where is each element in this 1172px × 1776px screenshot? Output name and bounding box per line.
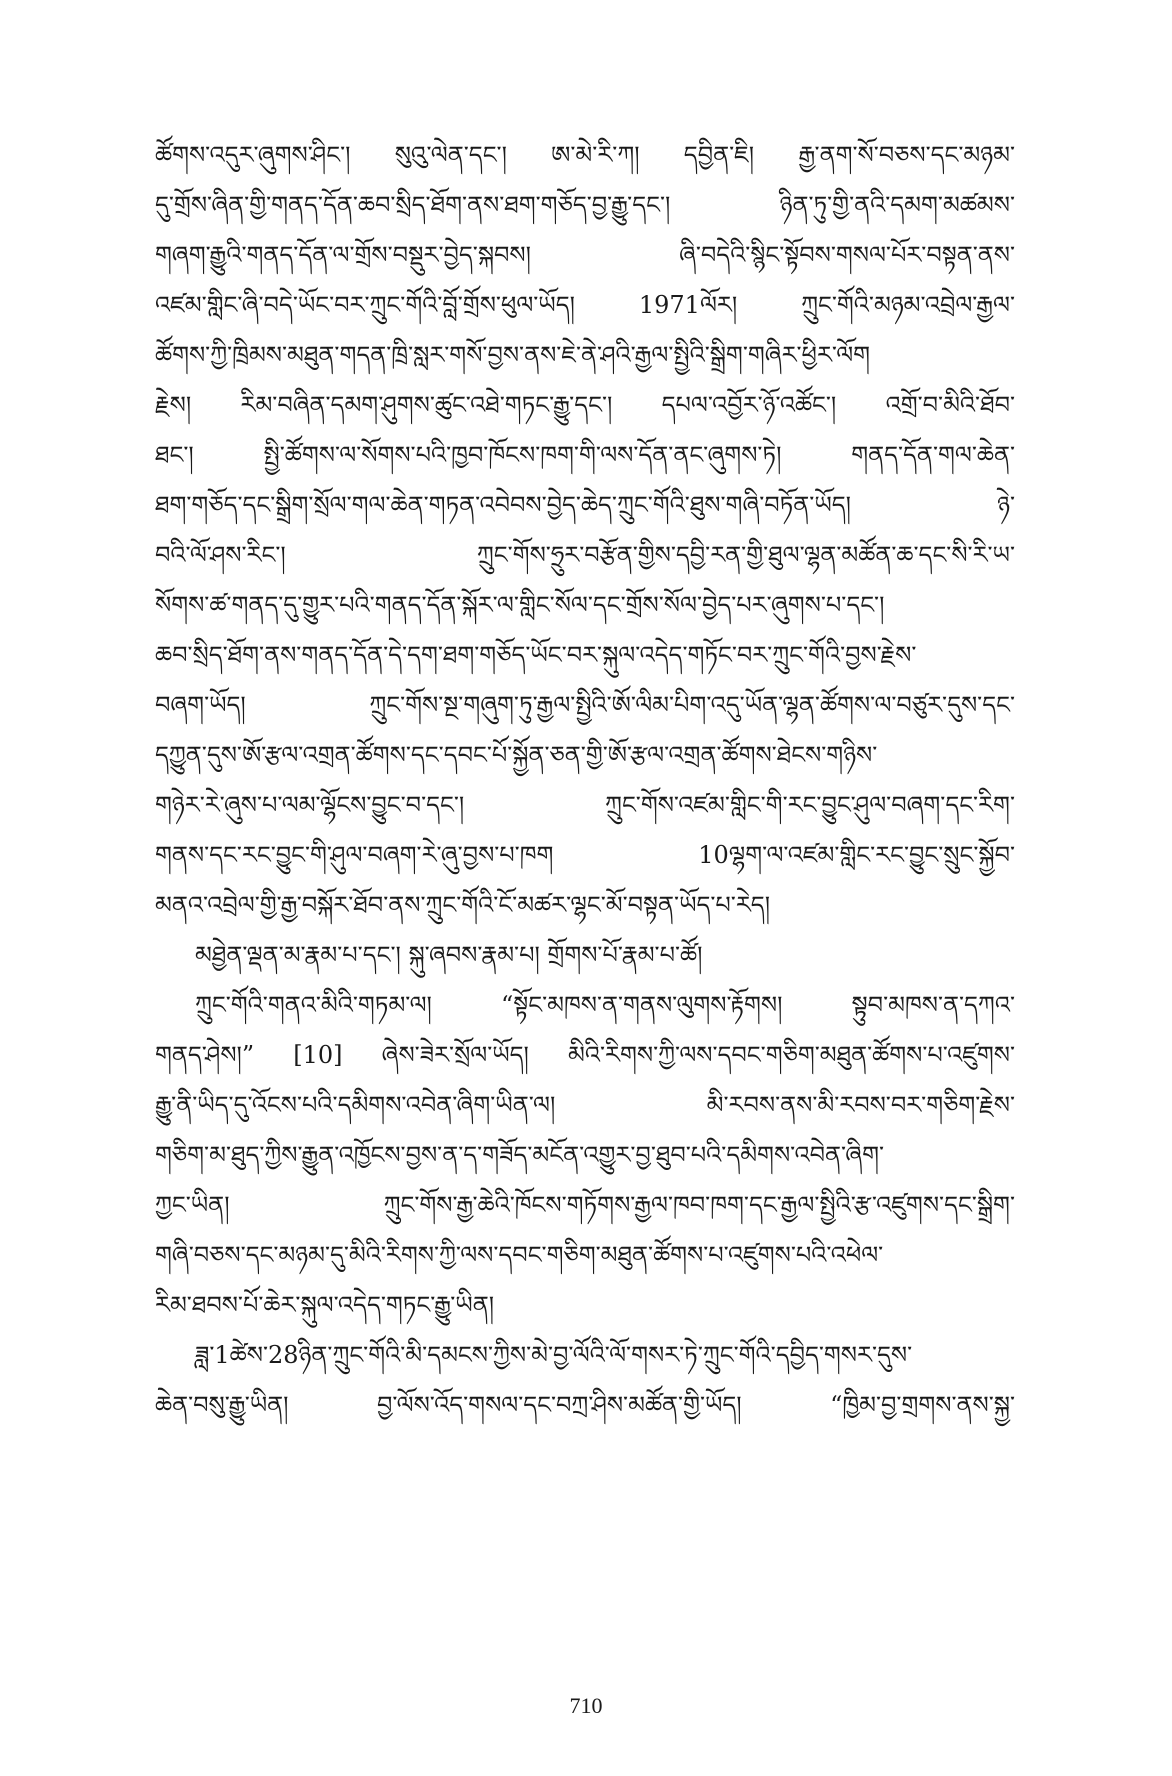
text-line: ཐག་གཅོད་དང་སྒྲིག་སྲོལ་གལ་ཆེན་གཏན་འབེབས་བྱེད་ཆེད་ཀྲུང་གོའི་ཐུས་གཞི་བཏོན་ཡོད། ཉེ་ <box>155 491 1015 519</box>
text-line: གནས་དང་རང་བྱུང་གི་ཤུལ་བཞག་རེ་ཞུ་བྱས་པ་ཁག 10ལྷག་ལ་འཛམ་གླིང་རང་བྱུང་སྲུང་སྐྱོབ་ <box>155 841 1015 869</box>
text-line: གཉེར་རེ་ཞུས་པ་ལམ་ལྷོངས་བྱུང་བ་དང་། ཀྲུང་གོས་འཛམ་གླིང་གི་རང་བྱུང་ཤུལ་བཞག་དང་རིག་ <box>155 791 1015 819</box>
text-line: ཚོགས་འདུར་ཞུགས་ཤིང་། སུའུ་ལེན་དང་། ཨ་མེ་རི་ཀ། དབྱིན་ཇི། རྒྱ་ནག་སོ་བཅས་དང་མཉམ་ <box>155 141 1015 169</box>
text-line: བཞག་ཡོད། ཀྲུང་གོས་སྔ་གཞུག་ཏུ་རྒྱལ་སྤྱིའི་ཨོ་ལིམ་པིག་འདུ་ཡོན་ལྷན་ཚོགས་ལ་བཙུར་དུས་དང་ <box>155 691 1015 719</box>
text-line: མཐྱེན་ལྡན་མ་རྣམ་པ་དང་། སྐུ་ཞབས་རྣམ་པ། གྲོགས་པོ་རྣམ་པ་ཚོ། <box>195 941 703 969</box>
text-line: ཆེན་བསུ་རྒྱུ་ཡིན། བྱ་ལོས་འོད་གསལ་དང་བཀྲ་ཤིས་མཚོན་གྱི་ཡོད། “ཁྱིམ་བྱ་གྲགས་ནས་སྐྱ་ <box>155 1391 1015 1419</box>
text-line: ཟླ་1ཚེས་28ཉིན་ཀྲུང་གོའི་མི་དམངས་ཀྱིས་མེ་བྱ་ལོའི་ལོ་གསར་ཏེ་ཀྲུང་གོའི་དབྱིད་གསར་དུས་ <box>195 1341 913 1369</box>
text-line: མནའ་འབྲེལ་གྱི་རྒྱ་བསྐོར་ཐོབ་ནས་ཀྲུང་གོའི་ངོ་མཚར་ལྷང་མོ་བསྟན་ཡོད་པ་རེད། <box>155 891 771 919</box>
body-text <box>155 130 1015 1430</box>
text-line: ཆབ་སྲིད་ཐོག་ནས་གནད་དོན་དེ་དག་ཐག་གཅོད་ཡོང་བར་སྐུལ་འདེད་གཏོང་བར་ཀྲུང་གོའི་བྱས་རྗེས་ <box>155 641 917 669</box>
page-number: 710 <box>569 1693 603 1718</box>
text-line: ཀྲུང་གོའི་གནའ་མིའི་གཏམ་ལ། “སྟོང་མཁས་ན་གནས་ལུགས་རྟོགས། སྟུབ་མཁས་ན་དཀའ་ <box>195 991 1015 1019</box>
text-line: གནད་ཤེས།” [10] ཞེས་ཟེར་སྲོལ་ཡོད། མིའི་རིགས་ཀྱི་ལས་དབང་གཅིག་མཐུན་ཚོགས་པ་འཛུགས་ <box>155 1041 1015 1069</box>
text-line: སོགས་ཚ་གནད་དུ་གྱུར་པའི་གནད་དོན་སྐོར་ལ་གླིང་སོལ་དང་གྲོས་སོལ་བྱེད་པར་ཞུགས་པ་དང་། <box>155 591 885 619</box>
text-line: གཞི་བཅས་དང་མཉམ་དུ་མིའི་རིགས་ཀྱི་ལས་དབང་གཅིག་མཐུན་ཚོགས་པ་འཛུགས་པའི་འཕེལ་ <box>155 1241 884 1269</box>
text-line: ཚོགས་ཀྱི་ཁྲིམས་མཐུན་གདན་ཁྲི་སླར་གསོ་བྱས་ནས་ཇེ་ནེ་ཤའི་རྒྱལ་སྤྱིའི་སྒྲིག་གཞིར་ཕྱིར་ལོག <box>155 341 871 369</box>
text-line: རྒྱུ་ནི་ཡིད་དུ་འོངས་པའི་དམིགས་འབེན་ཞིག་ཡིན་ལ། མི་རབས་ནས་མི་རབས་བར་གཅིག་རྗེས་ <box>155 1091 1015 1119</box>
text-line: བའི་ལོ་ཤས་རིང་། ཀྲུང་གོས་ཧྲུར་བརྩོན་གྱིས་དབྱི་རན་གྱི་ཐུལ་ལྷན་མཚོན་ཆ་དང་སི་རི་ཡ་ <box>155 541 1015 569</box>
text-line: ཐང་། སྤྱི་ཚོགས་ལ་སོགས་པའི་ཁྱབ་ཁོངས་ཁག་གི་ལས་དོན་ནང་ཞུགས་ཏེ། གནད་དོན་གལ་ཆེན་ <box>155 441 1015 469</box>
text-line: དཀྱུན་དུས་ཨོ་རྩལ་འགྲན་ཚོགས་དང་དབང་པོ་སྐྱོན་ཅན་གྱི་ཨོ་རྩལ་འགྲན་ཚོགས་ཐེངས་གཉིས་ <box>155 741 878 769</box>
text-line: དུ་གྲོས་ཞིན་གྱི་གནད་དོན་ཆབ་སྲིད་ཐོག་ནས་ཐག་གཅོད་བྱ་རྒྱུ་དང་། ཉིན་ཏུ་གྱི་ནའི་དམག་མཚམས་ <box>155 191 1015 219</box>
text-line: འཛམ་གླིང་ཞི་བདེ་ཡོང་བར་ཀྲུང་གོའི་བློ་གྲོས་ཕུལ་ཡོད། 1971ལོར། ཀྲུང་གོའི་མཉམ་འབྲེལ་རྒྱལ་ <box>155 291 1015 319</box>
text-line: གཅིག་མ་ཐུད་ཀྱིས་རྒྱུན་འཁྱོངས་བྱས་ན་ད་གཟོད་མངོན་འགྱུར་བྱ་ཐུབ་པའི་དམིགས་འབེན་ཞིག་ <box>155 1141 885 1169</box>
text-line: རིམ་ཐབས་པོ་ཆེར་སྐུལ་འདེད་གཏང་རྒྱུ་ཡིན། <box>155 1291 495 1319</box>
text-line: གཞག་རྒྱུའི་གནད་དོན་ལ་གྲོས་བསྡུར་བྱེད་སྐབས། ཞི་བདེའི་སྙིང་སྟོབས་གསལ་པོར་བསྟན་ནས་ <box>155 241 1015 269</box>
text-line: ཀྱང་ཡིན། ཀྲུང་གོས་རྒྱ་ཆེའི་ཁོངས་གཏོགས་རྒྱལ་ཁབ་ཁག་དང་རྒྱལ་སྤྱིའི་རྩ་འཛུགས་དང་སྒྲིག་ <box>155 1191 1015 1219</box>
text-line: རྗེས། རིམ་བཞིན་དམག་ཤུགས་ཚུང་འཐེ་གཏང་རྒྱུ་དང་། དཔལ་འབྱོར་ཉོ་འཚོང་། འགྲོ་བ་མིའི་ཐོབ་ <box>155 391 1015 419</box>
